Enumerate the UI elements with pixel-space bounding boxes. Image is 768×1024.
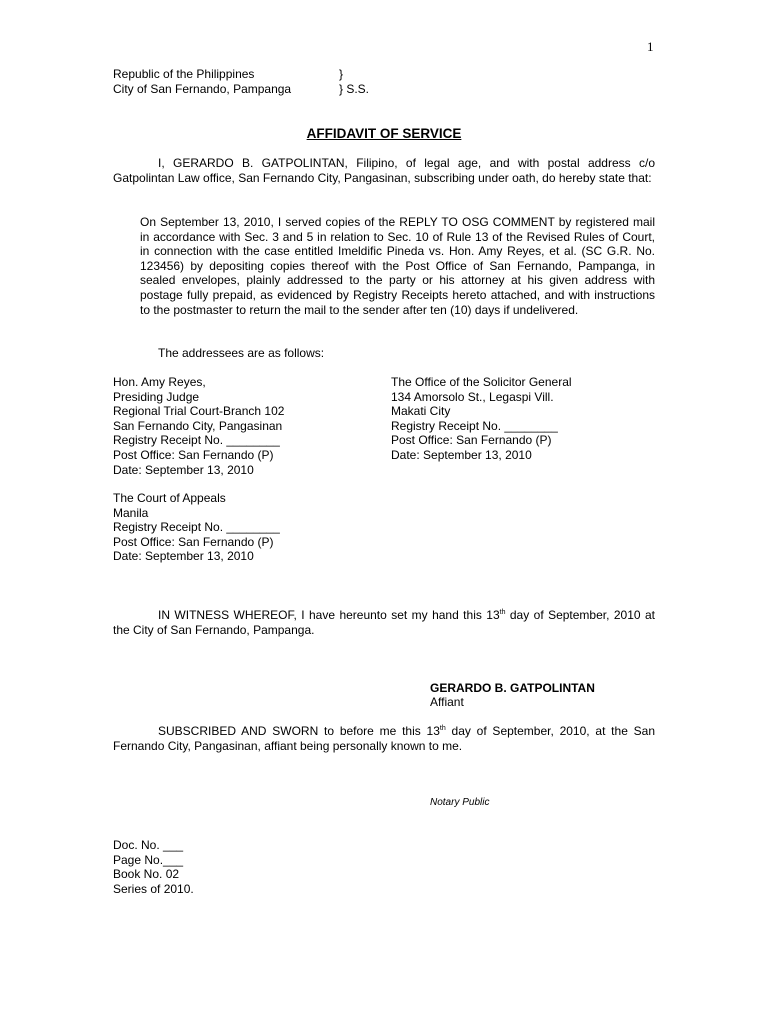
- addressees-intro: [113, 346, 655, 361]
- affiant-label: Affiant: [430, 695, 464, 709]
- addressee-judge: [113, 375, 284, 477]
- witness-text: IN WITNESS WHEREOF, I have hereunto set my hand this 13: [158, 608, 500, 622]
- document-title: AFFIDAVIT OF SERVICE: [306, 126, 462, 141]
- page-number: 1: [647, 39, 654, 54]
- addressee-line: Post Office: San Fernando (P): [113, 534, 274, 549]
- addressee-line: Manila: [113, 505, 149, 520]
- addressees-intro-text: The addressees are as follows:: [158, 346, 325, 360]
- addressee-line: Post Office: San Fernando (P): [113, 447, 274, 462]
- docket-book-no: Book No. 02: [113, 867, 180, 882]
- ordinal-suffix: th: [499, 609, 506, 616]
- addressee-line: Makati City: [391, 404, 451, 419]
- addressee-line: The Office of the Solicitor General: [391, 375, 572, 389]
- venue-brace: }: [339, 67, 344, 81]
- witness-text-rest: day of September, 2010 at the City of San Fernando, Pampanga.: [113, 608, 655, 637]
- docket-entries: [113, 838, 194, 896]
- venue-country: Republic of the Philippines: [113, 67, 255, 81]
- docket-doc-no: Doc. No. ___: [113, 838, 184, 852]
- addressee-line: Registry Receipt No. ________: [113, 433, 280, 448]
- addressee-line: Date: September 13, 2010: [391, 447, 532, 462]
- addressee-solicitor-general: [391, 375, 572, 463]
- addressee-line: Registry Receipt No. ________: [391, 418, 558, 433]
- addressee-line: Regional Trial Court-Branch 102: [113, 404, 285, 419]
- affiant-name: GERARDO B. GATPOLINTAN: [430, 681, 595, 695]
- venue-caption: [113, 67, 370, 97]
- addressee-line: San Fernando City, Pangasinan: [113, 418, 283, 433]
- intro-paragraph: [113, 156, 655, 185]
- addressee-line: The Court of Appeals: [113, 491, 226, 505]
- addressee-line: Post Office: San Fernando (P): [391, 433, 552, 448]
- addressee-line: Registry Receipt No. ________: [113, 520, 280, 535]
- jurat-paragraph: [113, 724, 655, 753]
- addressee-court-of-appeals: [113, 491, 280, 564]
- addressee-line: Date: September 13, 2010: [113, 462, 254, 477]
- addressee-line: 134 Amorsolo St., Legaspi Vill.: [391, 389, 554, 404]
- venue-city: City of San Fernando, Pampanga: [113, 82, 292, 96]
- docket-page-no: Page No.___: [113, 852, 184, 867]
- witness-paragraph: [113, 608, 655, 637]
- ordinal-suffix: th: [439, 725, 446, 732]
- jurat-text-rest: day of September, 2010, at the San Fernando City, Pangasinan, affiant being personally known to me.: [113, 724, 656, 753]
- venue-line-1: [113, 67, 344, 82]
- addressee-line: Presiding Judge: [113, 389, 200, 404]
- jurat-text: SUBSCRIBED AND SWORN to before me this 13: [158, 724, 440, 738]
- venue-ss: } S.S.: [339, 82, 370, 96]
- intro-text: I, GERARDO B. GATPOLINTAN, Filipino, of legal age, and with postal address c/o Gatpolintan Law office, San Fernando City, Pangasinan, subscribing under oath, do hereby state that:: [113, 156, 655, 185]
- notary-public-label: Notary Public: [430, 797, 490, 808]
- addressee-line: Hon. Amy Reyes,: [113, 375, 206, 389]
- venue-line-2: [113, 82, 370, 97]
- addressee-line: Date: September 13, 2010: [113, 549, 254, 564]
- service-statement: On September 13, 2010, I served copies of the REPLY TO OSG COMMENT by registered mail in accordance with Sec. 3 and 5 in relation to Sec. 10 of Rule 13 of the Revised Rules of Court, in connection with the case entitled Imeldific Pineda vs. Hon. Amy Reyes, et al. (SC G.R. No. 123456) by depositing copies thereof with the Post Office of San Fernando, Pampanga, in sealed envelopes, plainly addressed to the party or his attorney at his given address with postage fully prepaid, as evidenced by Registry Receipts hereto attached, and with instructions to the postmaster to return the mail to the sender after ten (10) days if undelivered.: [140, 215, 655, 317]
- docket-series: Series of 2010.: [113, 881, 194, 896]
